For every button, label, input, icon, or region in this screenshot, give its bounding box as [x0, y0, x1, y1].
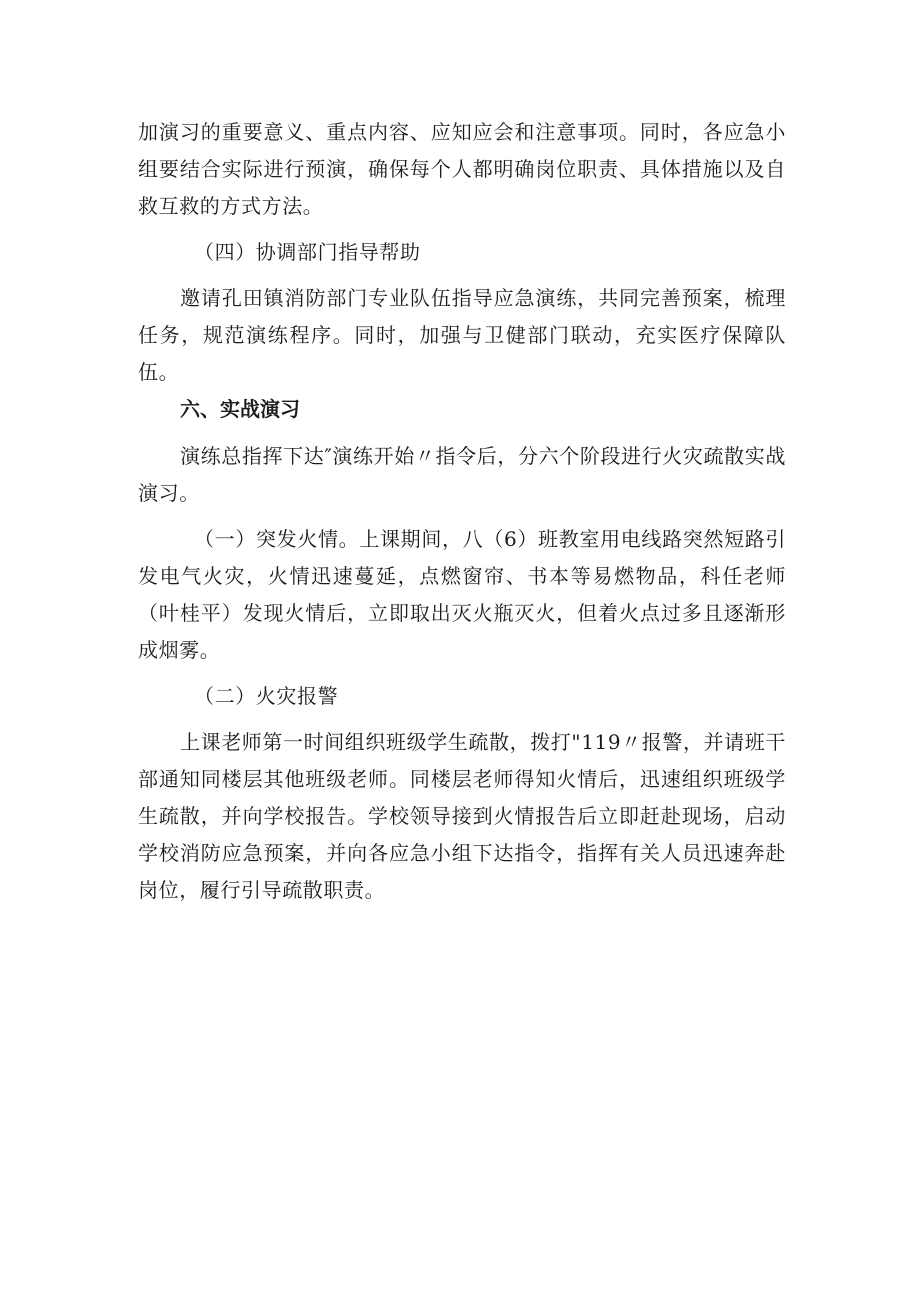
section-heading-live-drill: 六、实战演习	[180, 397, 300, 421]
subheading-coordination: （四）协调部门指导帮助	[194, 240, 421, 264]
paragraph-drill-preparation: 加演习的重要意义、重点内容、应知应会和注意事项。同时，各应急小组要结合实际进行预演，确保每个人都明确岗位职责、具体措施以及自救互救的方式方法。	[138, 120, 786, 218]
paragraph-sudden-fire: （一）突发火情。上课期间，八（6）班教室用电线路突然短路引发电气火灾，火情迅速蔓延，点燃窗帘、书本等易燃物品，科任老师（叶桂平）发现火情后，立即取出灭火瓶灭火，但着火点过多且逐渐形成烟雾。	[138, 527, 786, 662]
paragraph-fire-alarm: 上课老师第一时间组织班级学生疏散，拨打"119〃报警，并请班干部通知同楼层其他班级老师。同楼层老师得知火情后，迅速组织班级学生疏散，并向学校报告。学校领导接到火情报告后立即赶赴现场，启动学校消防应急预案，并向各应急小组下达指令，指挥有关人员迅速奔赴岗位，履行引导疏散职责。	[138, 730, 786, 902]
document-body	[138, 114, 786, 909]
paragraph-coordination: 邀请孔田镇消防部门专业队伍指导应急演练，共同完善预案，梳理任务，规范演练程序。同时，加强与卫健部门联动，充实医疗保障队伍。	[138, 286, 786, 384]
paragraph-drill-start: 演练总指挥下达″演练开始〃指令后，分六个阶段进行火灾疏散实战演习。	[138, 444, 786, 505]
subheading-fire-alarm: （二）火灾报警	[194, 684, 339, 708]
